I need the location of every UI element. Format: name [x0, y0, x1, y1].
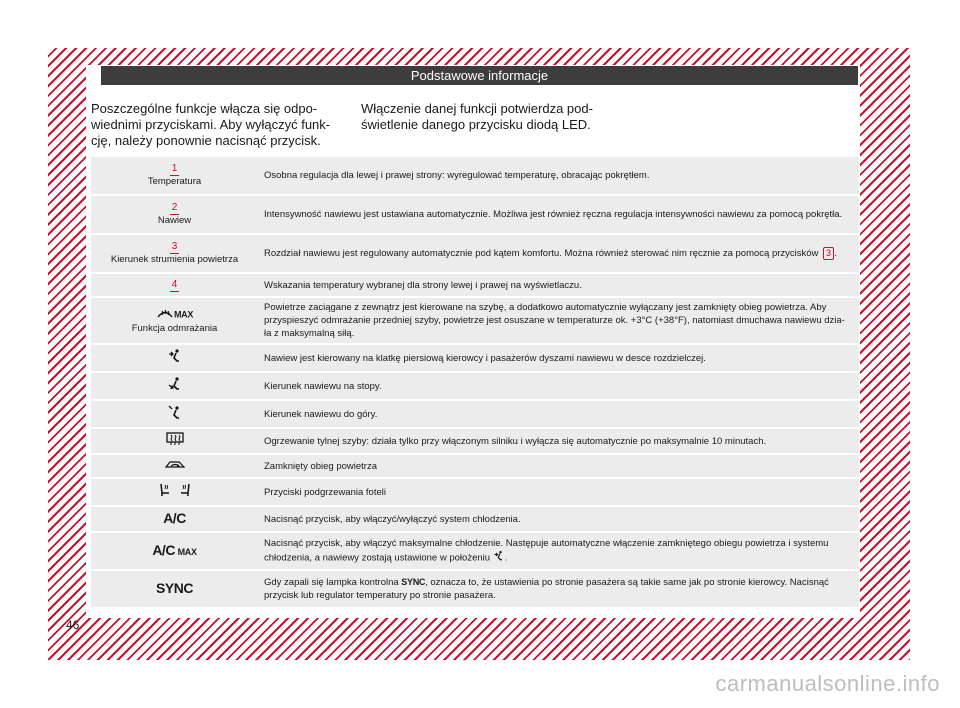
page-number: 46 [66, 618, 80, 632]
climate-functions-table [91, 155, 859, 609]
row-description: Przyciski podgrzewania foteli [258, 479, 859, 505]
table-row [91, 196, 859, 233]
seat-heating-icon [158, 482, 192, 502]
row-key [91, 571, 258, 607]
row-key [91, 429, 258, 453]
ac-button-label: A/C [163, 509, 186, 526]
table-row [91, 533, 859, 569]
callout-reference: 3 [823, 247, 834, 260]
row-key [91, 479, 258, 505]
row-label: Temperatura [147, 176, 202, 187]
row-description: Intensywność nawiewu jest ustawiana automatycznie. Możliwa jest również ręczna regulacja intensywności nawiewu za pomocą pokrętła. [258, 196, 859, 233]
table-row [91, 298, 859, 343]
intro-left-paragraph: Poszczególne funkcje włącza się odpo- wiednimi przyciskami. Aby wyłączyć funk- cję, należy ponownie nacisnąć przycisk. [91, 101, 331, 148]
callout-number: 2 [171, 202, 178, 213]
row-key [91, 157, 258, 194]
rear-defrost-icon [166, 432, 184, 450]
table-row [91, 235, 859, 272]
table-row [91, 274, 859, 296]
row-description: Ogrzewanie tylnej szyby: działa tylko przy włączonym silniku i wyłącza się automatycznie po maksymalnie 10 minutach. [258, 429, 859, 453]
row-description: Wskazania temperatury wybranej dla strony lewej i prawej na wyświetlaczu. [258, 274, 859, 296]
row-description: Osobna regulacja dla lewej i prawej strony: wyregulować temperaturę, obracając pokrętłem. [258, 157, 859, 194]
watermark: carmanualsonline.info [715, 671, 940, 696]
row-description: Nawiew jest kierowany na klatkę piersiową kierowcy i pasażerów dyszami nawiewu w desce rozdzielczej. [258, 345, 859, 371]
row-key [91, 274, 258, 296]
table-row [91, 157, 859, 194]
table-row [91, 455, 859, 477]
row-label: Kierunek strumienia powietrza [110, 254, 239, 265]
table-row [91, 479, 859, 505]
row-key: A/C MAX [91, 533, 258, 569]
airflow-chest-icon [167, 348, 183, 368]
airflow-feet-icon [167, 376, 183, 396]
row-description: Powietrze zaciągane z zewnątrz jest kierowane na szybę, a dodatkowo automatycznie wyłączany jest zamknięty obieg powietrza. Aby przyspieszyć odmrażanie przedniej szyby, powietrze jest osuszane w temperaturze ok. +3°C (+38°F), natomiast dmuchawa nawiewu dzia- ła z maksymalną siłą. [258, 298, 859, 343]
table-row [91, 401, 859, 427]
table-row [91, 345, 859, 371]
row-key [91, 345, 258, 371]
intro-right-paragraph: Włączenie danej funkcji potwierdza pod- świetlenie danego przycisku diodą LED. [361, 101, 593, 132]
row-description: Nacisnąć przycisk, aby włączyć/wyłączyć system chłodzenia. [258, 507, 859, 531]
callout-number: 1 [171, 163, 178, 174]
recirculation-icon [165, 458, 185, 474]
row-description: Gdy zapali się lampka kontrolna SYNC, oznacza to, że ustawienia po stronie pasażera są takie same jak po stronie kierowcy. Nacisnąć przycisk lub regulator temperatury po stronie pasażera. [258, 571, 859, 607]
callout-number: 3 [171, 241, 178, 252]
row-key [91, 373, 258, 399]
row-description: Nacisnąć przycisk, aby włączyć maksymalne chłodzenie. Następuje automatyczne włączenie zamkniętego obiegu powietrza i systemu chłodzenia, a nawiewy zostają ustawione w położeniu . [258, 533, 859, 569]
row-description: Rozdział nawiewu jest regulowany automatycznie pod kątem komfortu. Można również sterować nim ręcznie za pomocą przycisków 3 . [258, 235, 859, 272]
row-label: Funkcja odmrażania [131, 322, 218, 334]
row-key [91, 401, 258, 427]
airflow-chest-icon [493, 550, 505, 566]
row-description: Zamknięty obieg powietrza [258, 455, 859, 477]
table-row [91, 373, 859, 399]
row-key [91, 455, 258, 477]
section-header: Podstawowe informacje [101, 66, 858, 85]
ac-max-button-label: A/C [152, 541, 175, 558]
row-key [91, 507, 258, 531]
row-key [91, 235, 258, 272]
windshield-max-icon [156, 307, 174, 323]
row-label: Nawiew [157, 215, 192, 226]
sync-inline-label: SYNC [401, 577, 426, 587]
airflow-up-icon [167, 404, 183, 424]
table-row [91, 429, 859, 453]
table-row [91, 507, 859, 531]
row-description: Kierunek nawiewu do góry. [258, 401, 859, 427]
row-description: Kierunek nawiewu na stopy. [258, 373, 859, 399]
table-row [91, 571, 859, 607]
sync-button-label: SYNC [156, 579, 193, 596]
row-key [91, 196, 258, 233]
callout-number: 4 [171, 278, 178, 290]
row-key: MAX Funkcja odmrażania [91, 298, 258, 343]
